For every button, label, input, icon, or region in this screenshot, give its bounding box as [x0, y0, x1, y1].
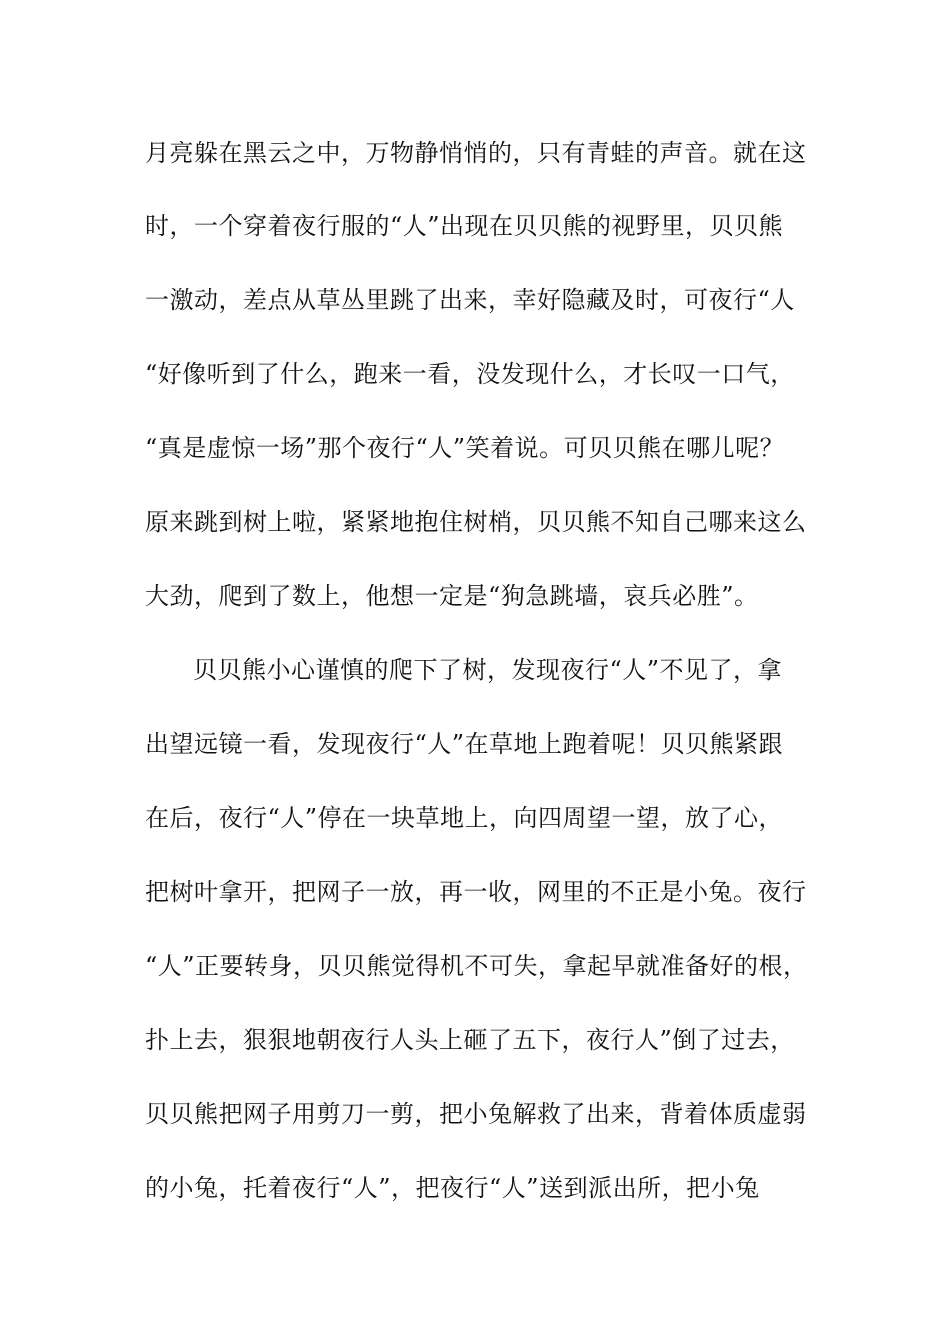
text-line: 的小兔，托着夜行“人”，把夜行“人”送到派出所，把小兔	[145, 1174, 760, 1202]
text-line: 时，一个穿着夜行服的“人”出现在贝贝熊的视野里，贝贝熊	[145, 212, 784, 240]
text-line: 大劲，爬到了数上，他想一定是“狗急跳墙，哀兵必胜”。	[145, 582, 759, 610]
text-line: 贝贝熊把网子用剪刀一剪，把小兔解救了出来，背着体质虚弱	[145, 1100, 807, 1128]
text-line: “人”正要转身，贝贝熊觉得机不可失，拿起早就准备好的根，	[145, 952, 808, 980]
text-line: 扑上去，狠狠地朝夜行人头上砸了五下，夜行人”倒了过去，	[145, 1026, 795, 1054]
text-line: 出望远镜一看，发现夜行“人”在草地上跑着呢！贝贝熊紧跟	[145, 730, 784, 758]
text-line: 一激动，差点从草丛里跳了出来，幸好隐藏及时，可夜行“人	[145, 286, 795, 314]
text-line: “好像听到了什么，跑来一看，没发现什么，才长叹一口气，	[145, 360, 795, 388]
text-line: “真是虚惊一场”那个夜行“人”笑着说。可贝贝熊在哪儿呢？	[145, 434, 785, 462]
paragraph-first-line: 贝贝熊小心谨慎的爬下了树，发现夜行“人”不见了，拿	[193, 656, 783, 684]
text-line: 把树叶拿开，把网子一放，再一收，网里的不正是小兔。夜行	[145, 878, 807, 906]
text-line: 月亮躲在黑云之中，万物静悄悄的，只有青蛙的声音。就在这	[145, 139, 807, 167]
text-line: 在后，夜行“人”停在一块草地上，向四周望一望，放了心，	[145, 804, 784, 832]
text-line: 原来跳到树上啦，紧紧地抱住树梢，贝贝熊不知自己哪来这么	[145, 508, 807, 536]
